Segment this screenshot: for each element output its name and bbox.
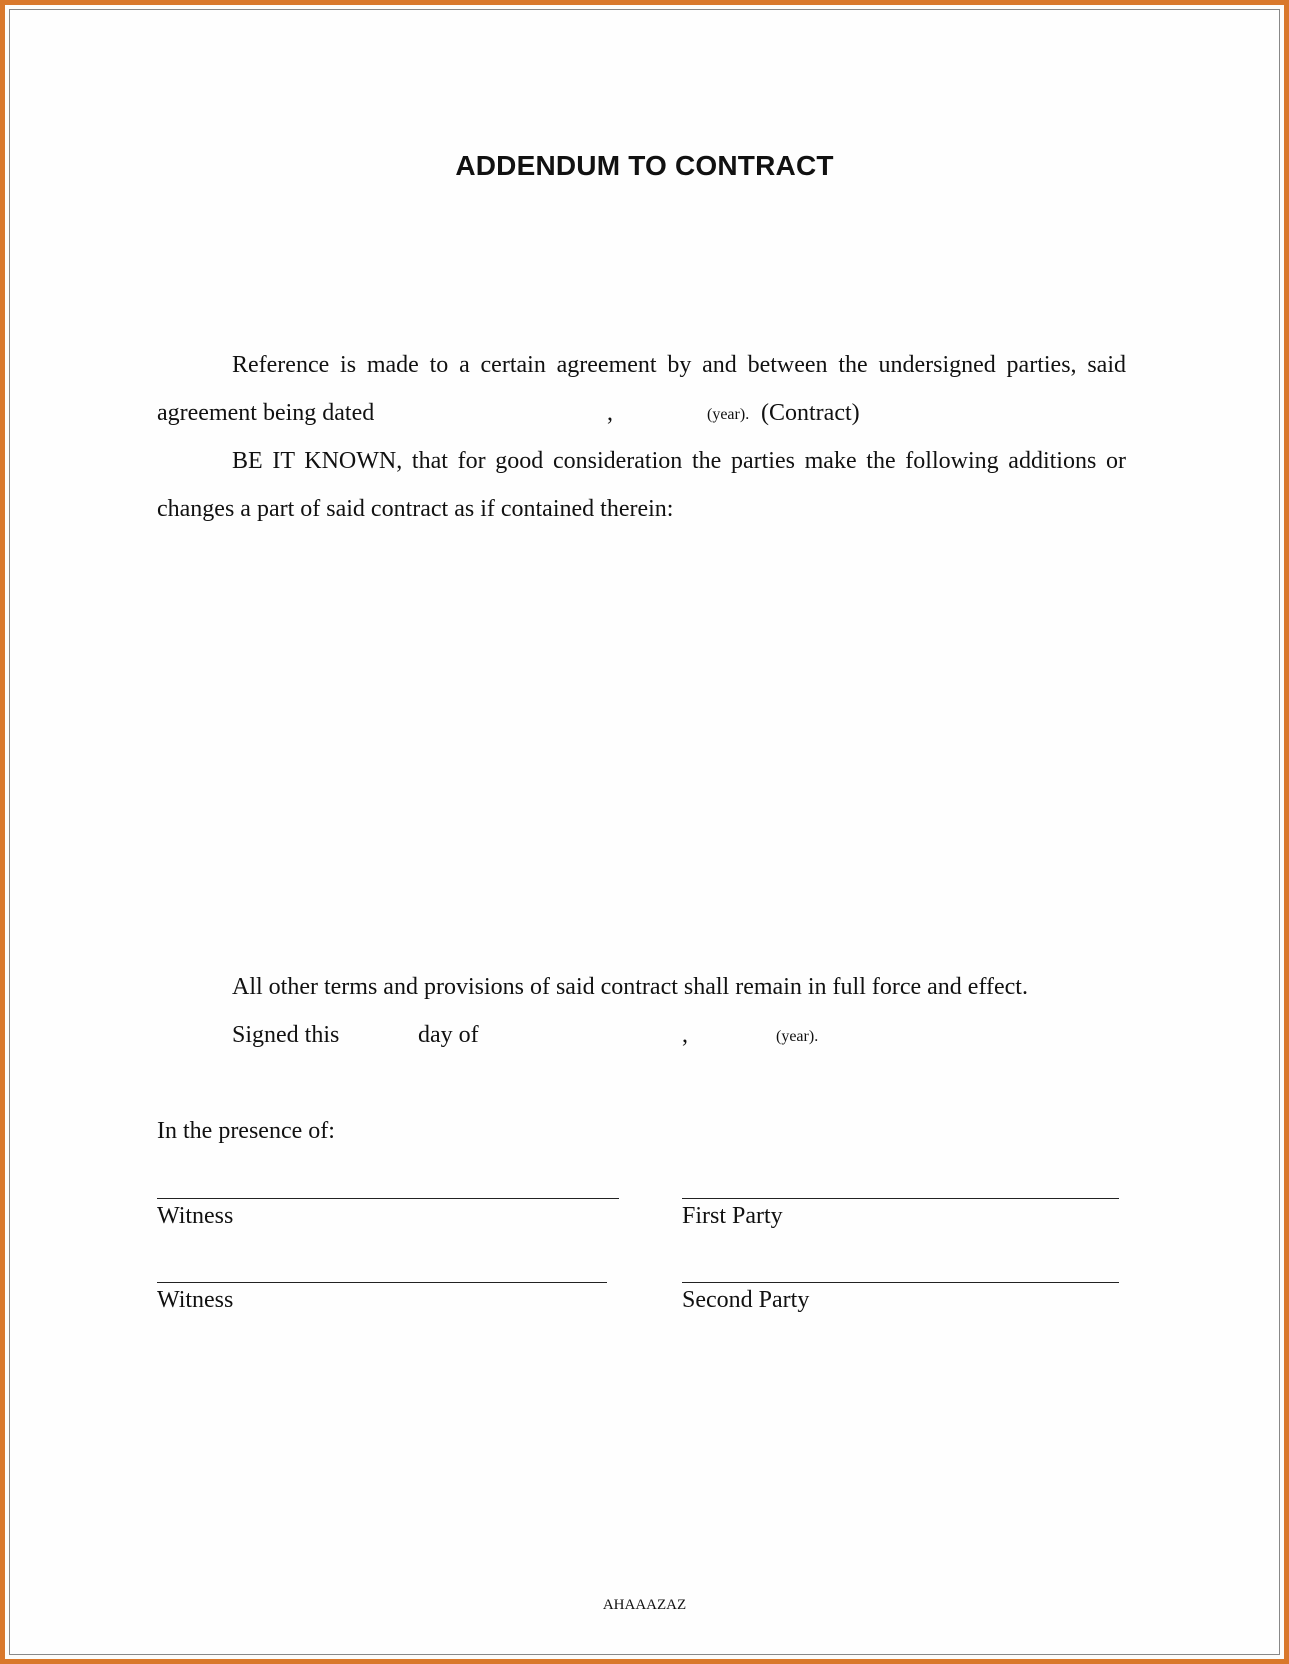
footer-code: AHAAAZAZ xyxy=(602,1597,687,1613)
agreement-dated-label: agreement being dated xyxy=(157,400,375,426)
reference-paragraph-line-1: Reference is made to a certain agreement by and between the undersigned parties, said xyxy=(232,352,1126,378)
document-page xyxy=(9,9,1280,1655)
signed-year-label: (year). xyxy=(776,1028,819,1045)
date-comma: , xyxy=(607,400,613,426)
day-of-label: day of xyxy=(418,1022,479,1048)
document-title: ADDENDUM TO CONTRACT xyxy=(455,150,834,181)
known-paragraph-line-1: BE IT KNOWN, that for good consideration the parties make the following additions or xyxy=(232,448,1126,474)
second-party-signature-line xyxy=(682,1282,1119,1283)
witness-2-signature-line xyxy=(157,1282,607,1283)
witness-1-label: Witness xyxy=(157,1203,234,1229)
presence-label: In the presence of: xyxy=(157,1118,335,1144)
first-party-signature-line xyxy=(682,1198,1119,1199)
year-label: (year). xyxy=(707,406,750,423)
contract-label: (Contract) xyxy=(761,400,860,426)
second-party-label: Second Party xyxy=(682,1287,810,1313)
witness-1-signature-line xyxy=(157,1198,619,1199)
known-paragraph-line-2: changes a part of said contract as if contained therein: xyxy=(157,496,674,522)
signed-this-label: Signed this xyxy=(232,1022,340,1048)
signed-comma: , xyxy=(682,1022,688,1048)
other-terms-paragraph: All other terms and provisions of said contract shall remain in full force and effect. xyxy=(232,974,1028,1000)
witness-2-label: Witness xyxy=(157,1287,234,1313)
first-party-label: First Party xyxy=(682,1203,783,1229)
